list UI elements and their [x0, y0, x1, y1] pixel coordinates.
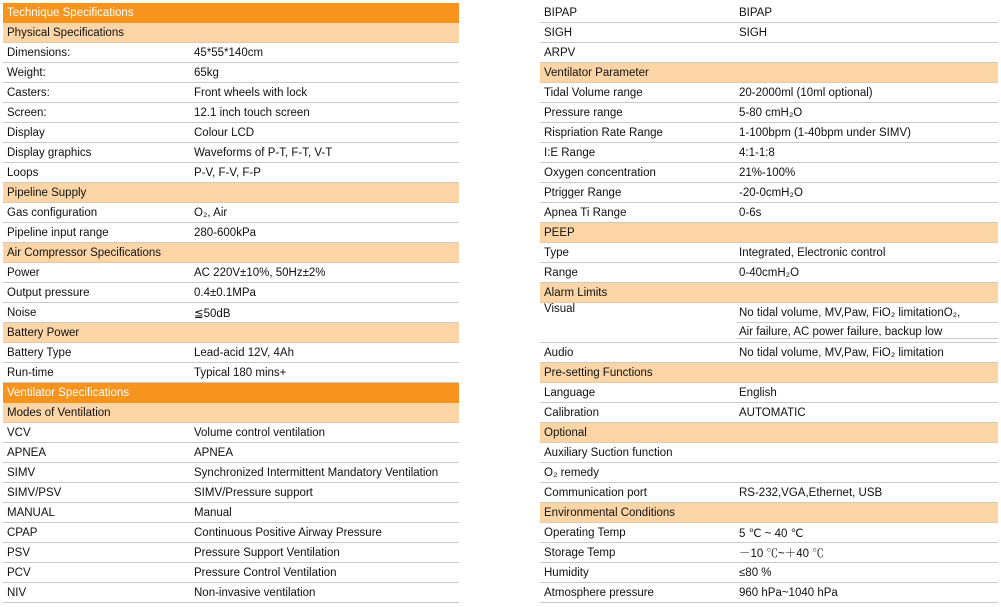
spec-row-gas-configuration: [3, 203, 459, 223]
spec-value: O₂, Air: [194, 206, 228, 219]
spec-value: APNEA: [194, 446, 233, 459]
spec-row-range: [540, 263, 998, 283]
spec-value: No tidal volume, MV,Paw, FiO₂ limitation: [739, 346, 944, 359]
spec-row-pcv: [3, 563, 459, 583]
spec-label: Weight:: [7, 66, 46, 79]
spec-label: PSV: [7, 546, 31, 559]
spec-row-power: [3, 263, 459, 283]
subsection-header-alarm-limits: [540, 283, 998, 303]
spec-label: Ptrigger Range: [544, 186, 622, 199]
spec-value: 65kg: [194, 66, 219, 79]
header-label: Battery Power: [7, 326, 80, 339]
header-label: Physical Specifications: [7, 26, 124, 39]
spec-label: MANUAL: [7, 506, 55, 519]
spec-value: 0-6s: [739, 206, 762, 219]
spec-row-humidity: [540, 563, 998, 583]
spec-label: Storage Temp: [544, 546, 616, 559]
spec-row-psv: [3, 543, 459, 563]
subsection-header-pipeline-supply: [3, 183, 459, 203]
spec-label: SIMV: [7, 466, 36, 479]
spec-value: Continuous Positive Airway Pressure: [194, 526, 382, 539]
spec-row-display: [3, 123, 459, 143]
spec-row-simv: [3, 463, 459, 483]
spec-value: P-V, F-V, F-P: [194, 166, 261, 179]
spec-label: Range: [544, 266, 578, 279]
spec-label: SIMV/PSV: [7, 486, 62, 499]
spec-row-air-failure-ac-power-failure-backup-low: [540, 323, 998, 343]
subsection-header-ventilator-parameter: [540, 63, 998, 83]
spec-value: Pressure Control Ventilation: [194, 566, 337, 579]
spec-row-noise: [3, 303, 459, 323]
spec-row-apnea: [3, 443, 459, 463]
header-label: Ventilator Parameter: [544, 66, 649, 79]
section-header-ventilator-specifications: [3, 383, 459, 403]
spec-row-battery-type: [3, 343, 459, 363]
spec-value: SIMV/Pressure support: [194, 486, 313, 499]
spec-label: Oxygen concentration: [544, 166, 656, 179]
spec-value: 45*55*140cm: [194, 46, 264, 59]
spec-value: English: [739, 386, 777, 399]
spec-label: Display graphics: [7, 146, 92, 159]
subsection-header-pre-setting-functions: [540, 363, 998, 383]
right-spec-table: [540, 3, 998, 603]
spec-value: 280-600kPa: [194, 226, 257, 239]
spec-label: Audio: [544, 346, 574, 359]
spec-row-calibration: [540, 403, 998, 423]
subsection-header-optional: [540, 423, 998, 443]
spec-label: Type: [544, 246, 569, 259]
spec-row-o-remedy: [540, 463, 998, 483]
spec-value: Waveforms of P-T, F-T, V-T: [194, 146, 333, 159]
spec-label: PCV: [7, 566, 31, 579]
spec-label: Power: [7, 266, 40, 279]
spec-row-sigh: [540, 23, 998, 43]
spec-row-cpap: [3, 523, 459, 543]
spec-value: -20-0cmH₂O: [739, 186, 803, 199]
spec-label: VCV: [7, 426, 31, 439]
spec-row-arpv: [540, 43, 998, 63]
spec-row-tidal-volume-range: [540, 83, 998, 103]
spec-value: 4:1-1:8: [739, 146, 775, 159]
left-spec-table: [3, 3, 459, 603]
spec-row-type: [540, 243, 998, 263]
spec-value: 0-40cmH₂O: [739, 266, 800, 279]
spec-row-manual: [3, 503, 459, 523]
subsection-header-air-compressor-specifications: [3, 243, 459, 263]
spec-label: CPAP: [7, 526, 38, 539]
subsection-header-modes-of-ventilation: [3, 403, 459, 423]
spec-label: Atmosphere pressure: [544, 586, 654, 599]
spec-label: I:E Range: [544, 146, 596, 159]
spec-value: 1-100bpm (1-40bpm under SIMV): [739, 126, 911, 139]
spec-row-run-time: [3, 363, 459, 383]
spec-label: BIPAP: [544, 6, 578, 19]
spec-label: Tidal Volume range: [544, 86, 643, 99]
spec-row-vcv: [3, 423, 459, 443]
spec-label: Language: [544, 386, 596, 399]
spec-label: Pipeline input range: [7, 226, 109, 239]
header-label: Alarm Limits: [544, 286, 608, 299]
spec-row-rispriation-rate-range: [540, 123, 998, 143]
spec-value: AUTOMATIC: [739, 406, 806, 419]
spec-label: Apnea Ti Range: [544, 206, 627, 219]
spec-row-ptrigger-range: [540, 183, 998, 203]
spec-label: SIGH: [544, 26, 573, 39]
spec-row-dimensions: [3, 43, 459, 63]
spec-value: Colour LCD: [194, 126, 255, 139]
spec-row-screen: [3, 103, 459, 123]
header-label: Environmental Conditions: [544, 506, 676, 519]
subsection-header-environmental-conditions: [540, 503, 998, 523]
spec-row-loops: [3, 163, 459, 183]
spec-row-output-pressure: [3, 283, 459, 303]
spec-label: Dimensions:: [7, 46, 71, 59]
spec-row-casters: [3, 83, 459, 103]
spec-label: Run-time: [7, 366, 54, 379]
spec-value: 12.1 inch touch screen: [194, 106, 310, 119]
spec-row-auxiliary-suction-function: [540, 443, 998, 463]
header-label: Technique Specifications: [7, 6, 134, 19]
spec-label: Visual: [544, 303, 576, 315]
spec-value: Volume control ventilation: [194, 426, 326, 439]
spec-row-storage-temp: [540, 543, 998, 563]
spec-value: RS-232,VGA,Ethernet, USB: [739, 486, 883, 499]
spec-value: Integrated, Electronic control: [739, 246, 886, 259]
spec-label: Communication port: [544, 486, 647, 499]
spec-row-operating-temp: [540, 523, 998, 543]
spec-value: AC 220V±10%, 50Hz±2%: [194, 266, 326, 279]
spec-label: Screen:: [7, 106, 47, 119]
spec-value: BIPAP: [739, 6, 773, 19]
spec-row-oxygen-concentration: [540, 163, 998, 183]
spec-value: Synchronized Intermittent Mandatory Ventilation: [194, 466, 439, 479]
spec-value: 960 hPa~1040 hPa: [739, 586, 838, 599]
spec-row-i-e-range: [540, 143, 998, 163]
spec-label: Auxiliary Suction function: [544, 446, 673, 459]
spec-label: ARPV: [544, 46, 576, 59]
header-label: Pre-setting Functions: [544, 366, 653, 379]
section-header-technique-specifications: [3, 3, 459, 23]
subsection-header-battery-power: [3, 323, 459, 343]
spec-value: Manual: [194, 506, 232, 519]
spec-row-visual: [540, 303, 998, 323]
spec-value: Pressure Support Ventilation: [194, 546, 340, 559]
spec-value: Typical 180 mins+: [194, 366, 287, 379]
spec-value: ≦50dB: [194, 307, 231, 320]
header-label: PEEP: [544, 226, 575, 239]
spec-label: Casters:: [7, 86, 50, 99]
spec-value: 21%-100%: [739, 166, 796, 179]
spec-value: No tidal volume, MV,Paw, FiO₂ limitationO₂,: [737, 303, 998, 323]
spec-row-bipap: [540, 3, 998, 23]
spec-label: Pressure range: [544, 106, 623, 119]
spec-label: Output pressure: [7, 286, 90, 299]
spec-label: Rispriation Rate Range: [544, 126, 663, 139]
spec-label: Operating Temp: [544, 526, 626, 539]
spec-value: 20-2000ml (10ml optional): [739, 86, 873, 99]
spec-value: ≤80 %: [739, 566, 772, 579]
spec-value: Front wheels with lock: [194, 86, 308, 99]
subsection-header-peep: [540, 223, 998, 243]
spec-value: SIGH: [739, 26, 768, 39]
spec-row-audio: [540, 343, 998, 363]
header-label: Optional: [544, 426, 587, 439]
spec-row-communication-port: [540, 483, 998, 503]
spec-value: 5-80 cmH₂O: [739, 106, 803, 119]
header-label: Pipeline Supply: [7, 186, 87, 199]
subsection-header-physical-specifications: [3, 23, 459, 43]
spec-value: Non-invasive ventilation: [194, 586, 316, 599]
header-label: Modes of Ventilation: [7, 406, 111, 419]
spec-label: Display: [7, 126, 45, 139]
spec-value: 5 ℃ ~ 40 ℃: [739, 527, 804, 540]
spec-value: Lead-acid 12V, 4Ah: [194, 346, 294, 359]
spec-row-apnea-ti-range: [540, 203, 998, 223]
spec-row-display-graphics: [3, 143, 459, 163]
spec-row-language: [540, 383, 998, 403]
spec-label: Battery Type: [7, 346, 72, 359]
spec-label: Noise: [7, 306, 37, 319]
spec-row-simv-psv: [3, 483, 459, 503]
spec-value: 0.4±0.1MPa: [194, 286, 256, 299]
header-label: Air Compressor Specifications: [7, 246, 162, 259]
spec-label: Calibration: [544, 406, 599, 419]
spec-row-atmosphere-pressure: [540, 583, 998, 603]
spec-label: NIV: [7, 586, 27, 599]
spec-value: Air failure, AC power failure, backup low: [737, 326, 998, 339]
spec-row-weight: [3, 63, 459, 83]
spec-row-pressure-range: [540, 103, 998, 123]
header-label: Ventilator Specifications: [7, 386, 130, 399]
spec-row-niv: [3, 583, 459, 603]
spec-value: －10 ℃~＋40 ℃: [739, 547, 824, 560]
spec-row-pipeline-input-range: [3, 223, 459, 243]
spec-label: Gas configuration: [7, 206, 98, 219]
spec-label: APNEA: [7, 446, 46, 459]
spec-label: O₂ remedy: [544, 466, 599, 479]
spec-label: Humidity: [544, 566, 589, 579]
spec-label: Loops: [7, 166, 39, 179]
